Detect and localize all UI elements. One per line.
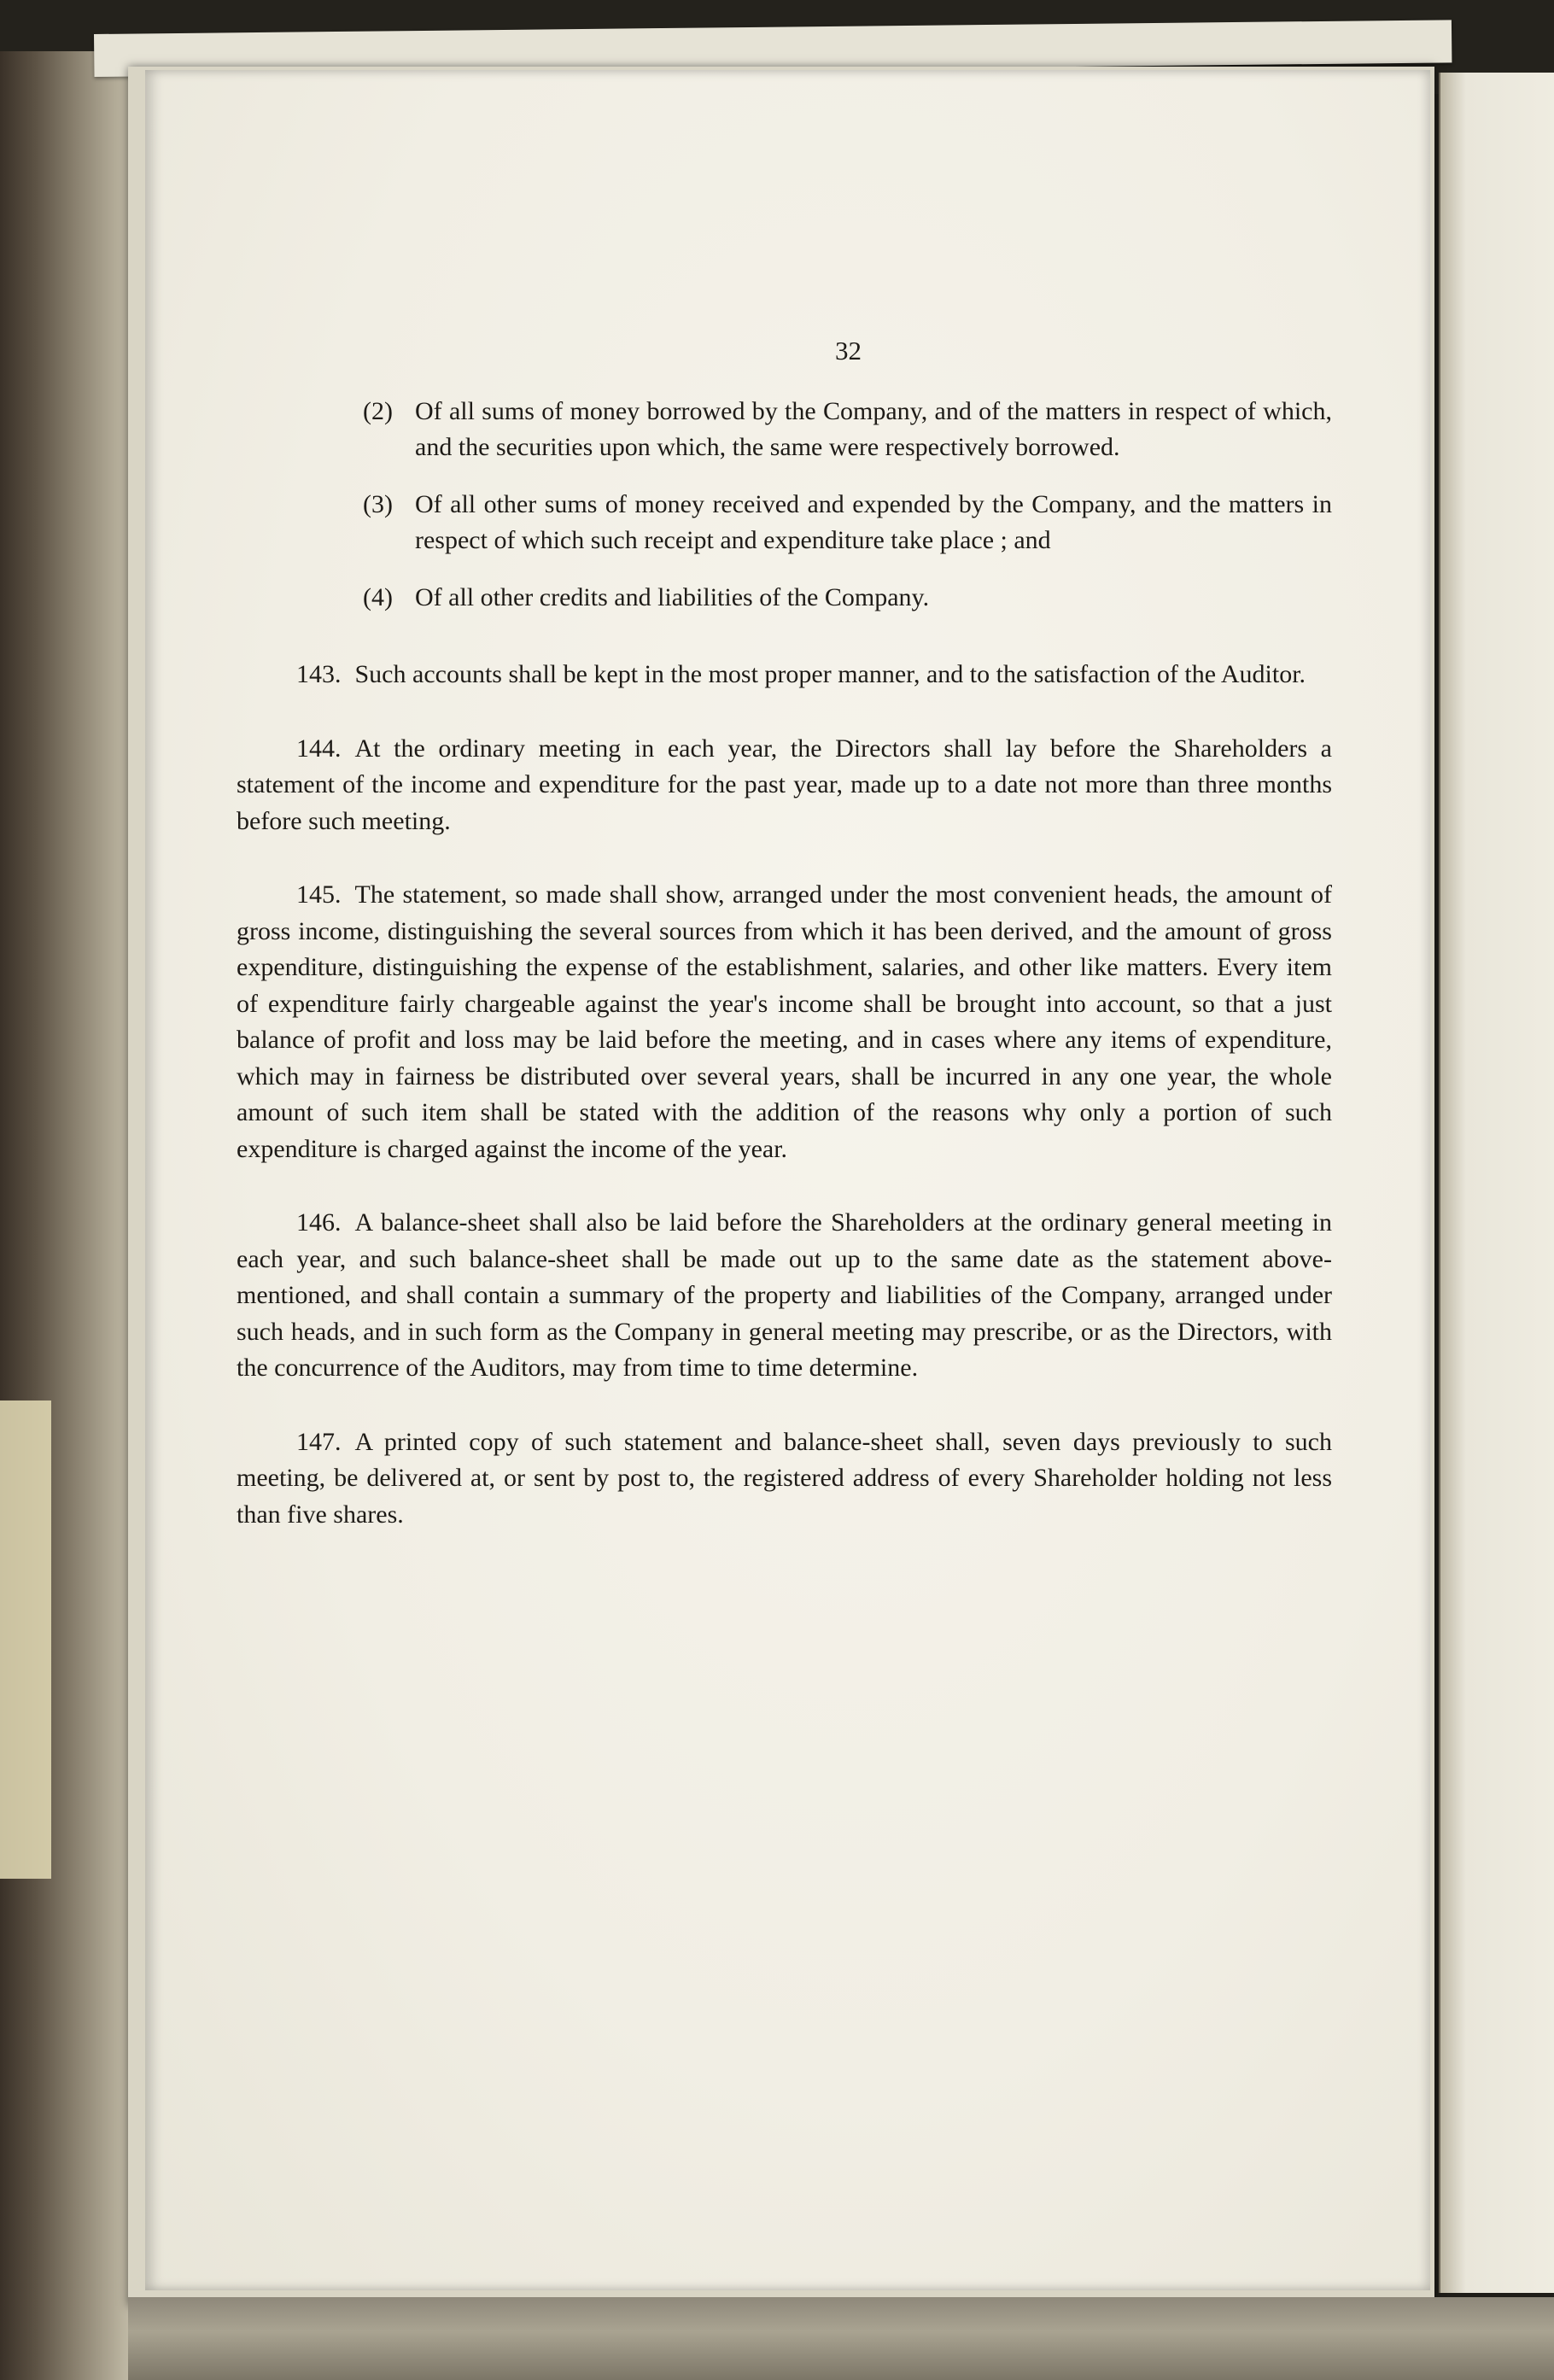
book-bottom-edge xyxy=(128,2297,1554,2380)
paragraph-146 xyxy=(237,1205,1332,1387)
paragraph-number: 144. xyxy=(296,734,342,763)
clause-text: Of all other credits and liabilities of the Company. xyxy=(415,582,930,611)
facing-page-edge xyxy=(1439,73,1554,2293)
paragraph-144 xyxy=(237,731,1332,840)
clause-number: (4) xyxy=(363,582,393,611)
paragraph-text: At the ordinary meeting in each year, the Directors shall lay before the Shareholders a statement of the income and expenditure for the past year, made up to a date not more than three months before such meeting. xyxy=(237,734,1332,835)
paragraph-number: 147. xyxy=(296,1427,342,1456)
paragraph-number: 146. xyxy=(296,1208,342,1237)
clause-4 xyxy=(237,580,1332,617)
paragraph-145 xyxy=(237,877,1332,1167)
clause-text: Of all sums of money borrowed by the Company, and of the matters in respect of which, and the securities upon which, the same were respectively borrowed. xyxy=(415,396,1332,461)
page-text xyxy=(237,333,1332,1570)
book-cover-left-edge xyxy=(0,51,145,2380)
paragraph-text: A balance-sheet shall also be laid before the Shareholders at the ordinary general meeting in each year, and such balance-sheet shall be made out up to the same date as the statement above-mentioned, and shall contain a summary of the property and liabilities of the Company, arranged under such heads, and in such form as the Company in general meeting may prescribe, or as the Directors, with the concurrence of the Auditors, may from time to time determine. xyxy=(237,1208,1332,1382)
paragraph-number: 145. xyxy=(296,880,342,909)
paragraph-text: The statement, so made shall show, arranged under the most convenient heads, the amount of gross income, distinguishing the several sources from which it has been derived, and the amount of gross expenditure, distinguishing the expense of the establishment, salaries, and other like matters. Every item of expenditure fairly chargeable against the year's income shall be brought into account, so that a just balance of profit and loss may be laid before the meeting, and in cases where any items of expenditure, which may in fairness be distributed over several years, shall be incurred in any one year, the whole amount of such item shall be stated with the addition of the reasons why only a portion of such expenditure is charged against the income of the year. xyxy=(237,880,1332,1163)
label-sticker xyxy=(0,1401,51,1879)
clause-2 xyxy=(237,394,1332,466)
paragraph-143 xyxy=(237,657,1332,693)
clause-3 xyxy=(237,487,1332,559)
clause-number: (3) xyxy=(363,489,393,518)
paragraph-text: Such accounts shall be kept in the most proper manner, and to the satisfaction of the Auditor. xyxy=(354,660,1306,688)
clause-text: Of all other sums of money received and expended by the Company, and the matters in respect of which such receipt and expenditure take place ; and xyxy=(415,489,1332,554)
clause-number: (2) xyxy=(363,396,393,425)
page-number: 32 xyxy=(835,336,862,365)
paragraph-text: A printed copy of such statement and balance-sheet shall, seven days previously to such meeting, be delivered at, or sent by post to, the registered address of every Shareholder holding not less than five shares. xyxy=(237,1427,1332,1529)
paragraph-147 xyxy=(237,1424,1332,1534)
paragraph-number: 143. xyxy=(296,660,342,688)
